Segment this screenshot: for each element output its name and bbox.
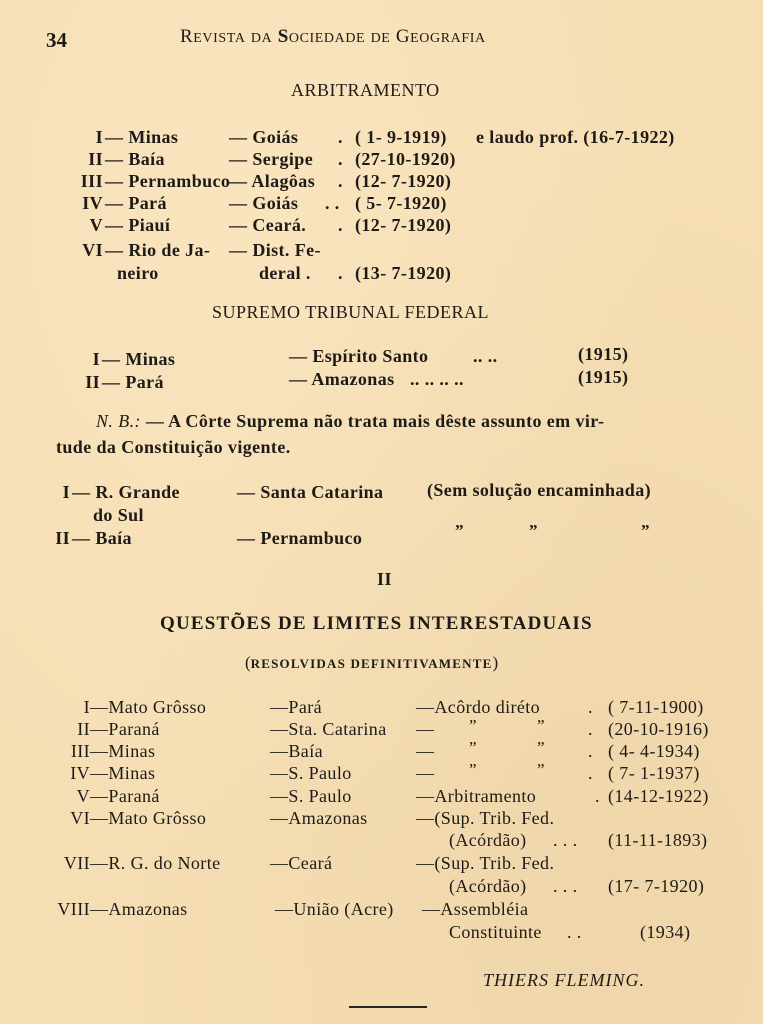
row-method: —Assembléia <box>422 899 529 919</box>
row-state1: — Baía <box>72 528 132 548</box>
row-date: (14-12-1922) <box>608 786 709 806</box>
state-name: Goiás <box>252 193 299 213</box>
row-state2: —S. Paulo <box>270 763 352 783</box>
state-name: Baía <box>128 149 165 169</box>
state-name: Amazonas <box>311 369 395 389</box>
state-name: Goiás <box>252 127 299 147</box>
state-name: Rio de Ja- <box>128 240 211 260</box>
ditto-mark: ” <box>537 760 545 779</box>
row-state1-cont: do Sul <box>93 505 144 525</box>
row-state1-cont: neiro <box>117 263 159 283</box>
row-dots: . <box>338 149 343 169</box>
state-name: R. Grande <box>95 482 180 502</box>
row-numeral: I <box>83 697 90 717</box>
row-state2: — Goiás <box>229 127 299 147</box>
row-state1: — R. Grande <box>72 482 180 502</box>
row-state2: —Pará <box>270 697 322 717</box>
ditto-mark: ” <box>537 716 545 735</box>
row-state1: — Pará <box>105 193 167 213</box>
row-state1: —Mato Grôsso <box>90 808 207 828</box>
state-name: Pernambuco <box>128 171 231 191</box>
method-name: Arbitramento <box>434 786 537 806</box>
row-date: (27-10-1920) <box>355 149 456 169</box>
row-method: —Acôrdo diréto <box>416 697 541 717</box>
state-name: Mato Grôsso <box>108 808 207 828</box>
ditto-mark: ” <box>537 738 545 757</box>
row-date: ( 1- 9-1919) <box>355 127 447 147</box>
section-subtitle <box>245 653 498 673</box>
row-state1: —Minas <box>90 763 156 783</box>
row-date: (11-11-1893) <box>608 830 708 850</box>
row-state1: —Minas <box>90 741 156 761</box>
row-date: ( 4- 4-1934) <box>608 741 700 761</box>
row-state1: — Minas <box>105 127 179 147</box>
row-date: (13- 7-1920) <box>355 263 452 283</box>
row-state1: —Paraná <box>90 719 160 739</box>
page-number: 34 <box>46 28 67 52</box>
state-name: Alagôas <box>251 171 316 191</box>
running-head-text: DE <box>370 31 391 46</box>
row-dots: . <box>588 741 593 761</box>
row-state2: — Alagôas <box>229 171 316 191</box>
row-dots: . <box>338 171 343 191</box>
paren: ) <box>492 653 499 672</box>
row-method: —(Sup. Trib. Fed. <box>416 853 555 873</box>
row-numeral: I <box>95 127 103 147</box>
ditto-mark: ” <box>641 521 650 540</box>
state-name: Pernambuco <box>260 528 363 548</box>
method-name: (Sup. Trib. Fed. <box>434 808 555 828</box>
row-state2: —União (Acre) <box>275 899 394 919</box>
row-numeral: VI <box>82 240 103 260</box>
row-dots: . <box>588 763 593 783</box>
row-numeral: I <box>92 349 100 369</box>
row-numeral: IV <box>82 193 103 213</box>
note-line-2: tude da Constituição vigente. <box>56 437 291 457</box>
row-numeral: II <box>85 372 100 392</box>
ditto-mark: ” <box>469 738 477 757</box>
row-date: ( 5- 7-1920) <box>355 193 447 213</box>
state-name: S. Paulo <box>288 763 352 783</box>
row-date: (1934) <box>640 922 691 942</box>
row-dots: . <box>338 215 343 235</box>
state-name: S. Paulo <box>288 786 352 806</box>
row-state2: — Amazonas <box>289 369 395 389</box>
row-date: ( 7-11-1900) <box>608 697 704 717</box>
row-date: ( 7- 1-1937) <box>608 763 700 783</box>
row-method-dash: — <box>416 763 435 783</box>
row-numeral: III <box>70 741 90 761</box>
row-state1: —Paraná <box>90 786 160 806</box>
row-state2: — Dist. Fe- <box>229 240 321 260</box>
row-year: (1915) <box>578 344 629 364</box>
row-numeral: VI <box>70 808 90 828</box>
row-state2: —Baía <box>270 741 323 761</box>
state-name: Baía <box>288 741 323 761</box>
row-dots: . . . <box>553 876 578 896</box>
row-state2: — Espírito Santo <box>289 346 429 366</box>
running-head-text: EVISTA <box>193 31 246 46</box>
row-dots: .. .. .. .. <box>410 369 464 389</box>
row-method: —Arbitramento <box>416 786 537 806</box>
row-numeral: I <box>62 482 70 502</box>
state-name: Minas <box>108 741 156 761</box>
state-name: Pará <box>125 372 164 392</box>
state-name: Ceará <box>288 853 333 873</box>
state-name: Espírito Santo <box>312 346 429 366</box>
row-state1: —Amazonas <box>90 899 188 919</box>
note-line-1 <box>96 411 604 432</box>
state-name: Amazonas <box>108 899 188 919</box>
row-state1: — Rio de Ja- <box>105 240 211 260</box>
state-name: Sta. Catarina <box>288 719 387 739</box>
state-name: Paraná <box>108 719 160 739</box>
row-dots: . <box>595 786 600 806</box>
row-state2-cont: deral . <box>259 263 311 283</box>
row-numeral: III <box>80 171 103 191</box>
row-state2: —Ceará <box>270 853 333 873</box>
state-name: Pará <box>288 697 322 717</box>
row-state1: —R. G. do Norte <box>90 853 221 873</box>
row-state2: — Santa Catarina <box>237 482 384 502</box>
state-name: Santa Catarina <box>260 482 384 502</box>
paren: ( <box>245 653 251 672</box>
running-head-text: DA <box>250 31 273 46</box>
ditto-mark: ” <box>469 760 477 779</box>
ditto-mark: ” <box>469 716 477 735</box>
row-state2: —Sta. Catarina <box>270 719 387 739</box>
row-method-dash: — <box>416 741 435 761</box>
row-state1: —Mato Grôsso <box>90 697 207 717</box>
row-dots: . . <box>567 922 582 942</box>
row-state2: —Amazonas <box>270 808 368 828</box>
row-numeral: II <box>55 528 70 548</box>
row-date: (12- 7-1920) <box>355 215 452 235</box>
running-head-text: EOGRAFIA <box>410 31 486 46</box>
row-numeral: V <box>76 786 90 806</box>
row-state2: — Goiás <box>229 193 299 213</box>
row-state1: — Baía <box>105 149 165 169</box>
subtitle-text: RESOLVIDAS DEFINITIVAMENTE <box>250 656 493 671</box>
running-head-cap: R <box>180 26 194 47</box>
section-numeral: II <box>377 569 393 589</box>
row-state2: —S. Paulo <box>270 786 352 806</box>
row-dots: .. .. <box>473 346 498 366</box>
row-numeral: VIII <box>57 899 90 919</box>
row-dots: . . . <box>553 830 578 850</box>
state-name: Minas <box>128 127 179 147</box>
end-rule-divider <box>349 1006 427 1008</box>
running-head-cap: G <box>395 26 411 47</box>
state-name: Baía <box>95 528 132 548</box>
running-head-cap: S <box>277 26 289 47</box>
state-name: Mato Grôsso <box>108 697 207 717</box>
method-name: (Sup. Trib. Fed. <box>434 853 555 873</box>
row-state1: — Pernambuco <box>105 171 231 191</box>
state-name: União (Acre) <box>293 899 394 919</box>
state-name: Minas <box>125 349 176 369</box>
row-method-cont: (Acórdão) <box>449 830 527 850</box>
running-head <box>180 26 486 48</box>
row-method-cont: (Acórdão) <box>449 876 527 896</box>
row-dots: . <box>338 127 343 147</box>
state-name: Sergipe <box>252 149 314 169</box>
state-name: Pará <box>128 193 167 213</box>
row-numeral: VII <box>63 853 90 873</box>
row-state1: — Piauí <box>105 215 171 235</box>
running-head-text: OCIEDADE <box>288 31 366 46</box>
row-state2: — Ceará. <box>229 215 307 235</box>
row-date: (17- 7-1920) <box>608 876 705 896</box>
author-signature: THIERS FLEMING. <box>483 970 645 990</box>
row-date: (12- 7-1920) <box>355 171 452 191</box>
row-numeral: II <box>88 149 103 169</box>
row-dots: . . <box>325 193 340 213</box>
row-status: (Sem solução encaminhada) <box>427 480 652 500</box>
state-name: R. G. do Norte <box>108 853 221 873</box>
section-heading-limites: QUESTÕES DE LIMITES INTERESTADUAIS <box>160 613 593 634</box>
note-label: N. B.: <box>96 411 141 431</box>
row-dots: . <box>588 719 593 739</box>
state-name: Dist. Fe- <box>252 240 321 260</box>
row-date: (20-10-1916) <box>608 719 709 739</box>
row-method-cont: Constituinte <box>449 922 542 942</box>
method-name: Assembléia <box>440 899 529 919</box>
row-method-dash: — <box>416 719 435 739</box>
row-numeral: IV <box>70 763 90 783</box>
row-numeral: II <box>77 719 90 739</box>
method-name: Acôrdo diréto <box>434 697 541 717</box>
row-numeral: V <box>89 215 103 235</box>
state-name: Paraná <box>108 786 160 806</box>
row-state1: — Pará <box>102 372 164 392</box>
row-dots: . <box>588 697 593 717</box>
state-name: Piauí <box>128 215 171 235</box>
section-heading-arbitramento: ARBITRAMENTO <box>291 80 440 100</box>
row-dots: . <box>338 263 343 283</box>
state-name: Amazonas <box>288 808 368 828</box>
ditto-mark: ” <box>529 521 538 540</box>
state-name: Minas <box>108 763 156 783</box>
row-state2: — Sergipe <box>229 149 314 169</box>
row-method: —(Sup. Trib. Fed. <box>416 808 555 828</box>
note-text: — A Côrte Suprema não trata mais dêste assunto em vir- <box>145 411 605 431</box>
row-state2: — Pernambuco <box>237 528 363 548</box>
ditto-mark: ” <box>455 521 464 540</box>
section-heading-supremo: SUPREMO TRIBUNAL FEDERAL <box>212 302 490 322</box>
row-state1: — Minas <box>102 349 176 369</box>
row-extra: e laudo prof. (16-7-1922) <box>476 127 675 147</box>
state-name: Ceará. <box>252 215 307 235</box>
row-year: (1915) <box>578 367 629 387</box>
